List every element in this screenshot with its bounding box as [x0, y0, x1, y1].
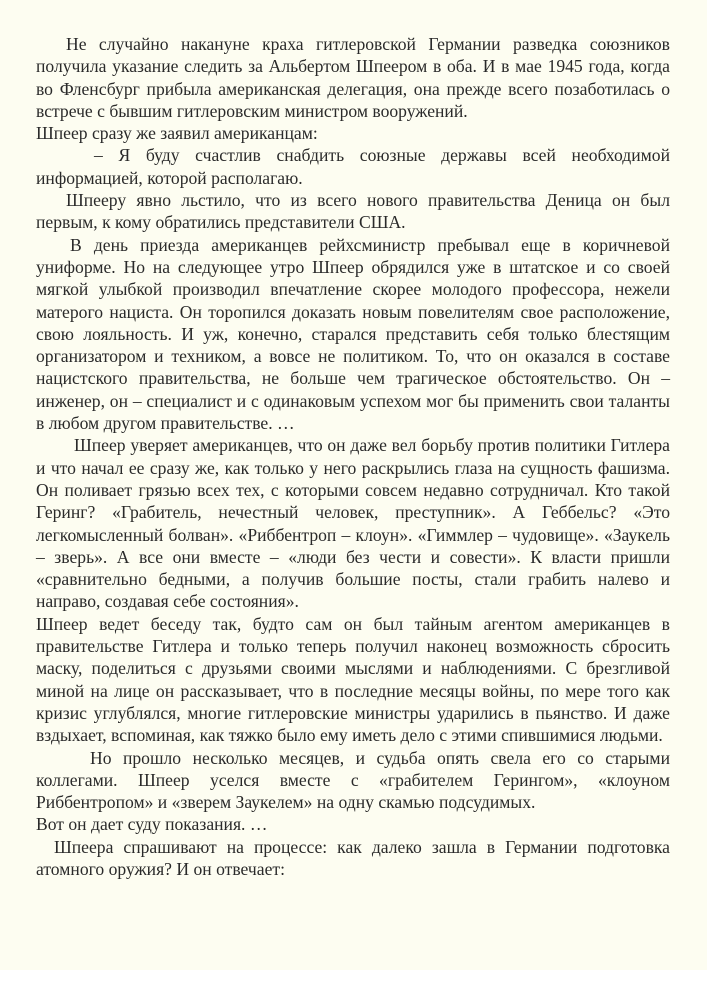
- paragraph-arrival-day: В день приезда американцев рейхсминистр пребывал еще в коричневой униформе. Но на следующее утро Шпеер обрядился уже в штатское и со своей мягкой улыбкой производил впечатление скорее молодого профессора, нежели матерого нациста. Он торопился доказать новым повелителям свое расположение, свою лояльность. И уж, конечно, старался представить себя только блестящим организатором и техником, а вовсе не политиком. То, что он оказался в составе нацистского правительства, не больше чем трагическое обстоятельство. Он – инженер, он – специалист и с одинаковым успехом мог бы применить свои таланты в любом другом правительстве. …: [36, 234, 670, 434]
- paragraph-flattered: Шпееру явно льстило, что из всего нового правительства Деница он был первым, к кому обратились представители США.: [36, 190, 670, 233]
- paragraph-atomic-question: Шпеера спрашивают на процессе: как далеко зашла в Германии подготовка атомного оружия? И он отвечает:: [36, 836, 670, 879]
- paragraph-assurances: Шпеер уверяет американцев, что он даже вел борьбу против политики Гитлера и что начал ее сразу же, как только у него раскрылись глаза на сущность фашизма. Он поливает грязью всех тех, с которыми совсем недавно сотрудничал. Кто такой Геринг? «Грабитель, нечестный человек, преступник». А Геббельс? «Это легкомысленный болван». «Риббентроп – клоун». «Гиммлер – чудовище». «Заукель – зверь». А все они вместе – «люди без чести и совести». К власти пришли «сравнительно бедными, а получив большие посты, стали грабить налево и направо, создавая себе состояния».: [36, 435, 670, 612]
- paragraph-testimony: Вот он дает суду показания. …: [36, 814, 268, 835]
- document-body: [36, 33, 670, 880]
- paragraph-conversation: Шпеер ведет беседу так, будто сам он был тайным агентом американцев в правительстве Гитлера и только теперь получил наконец возможность сбросить маску, поделиться с друзьями своими мыслями и наблюдениями. С брезгливой миной на лице он рассказывает, что в последние месяцы войны, по мере того как кризис углублялся, многие гитлеровские министры ударились в пьянство. И даже вздыхает, вспоминая, как тяжко было ему иметь дело с этими спившимися людьми.: [36, 613, 670, 746]
- paragraph-intro: Не случайно накануне краха гитлеровской Германии разведка союзников получила указание следить за Альбертом Шпеером в оба. И в мае 1945 года, когда во Фленсбург прибыла американская делегация, она прежде всего позаботилась о встрече с бывшим гитлеровским министром вооружений.: [36, 34, 670, 121]
- paragraph-speer-statement: Шпеер сразу же заявил американцам:: [36, 123, 318, 144]
- paragraph-quote: – Я буду счастлив снабдить союзные державы всей необходимой информацией, которой располагаю.: [36, 145, 670, 188]
- paragraph-months-passed: Но прошло несколько месяцев, и судьба опять свела его со старыми коллегами. Шпеер уселся вместе с «грабителем Герингом», «клоуном Риббентропом» и «зверем Заукелем» на одну скамью подсудимых.: [36, 747, 670, 813]
